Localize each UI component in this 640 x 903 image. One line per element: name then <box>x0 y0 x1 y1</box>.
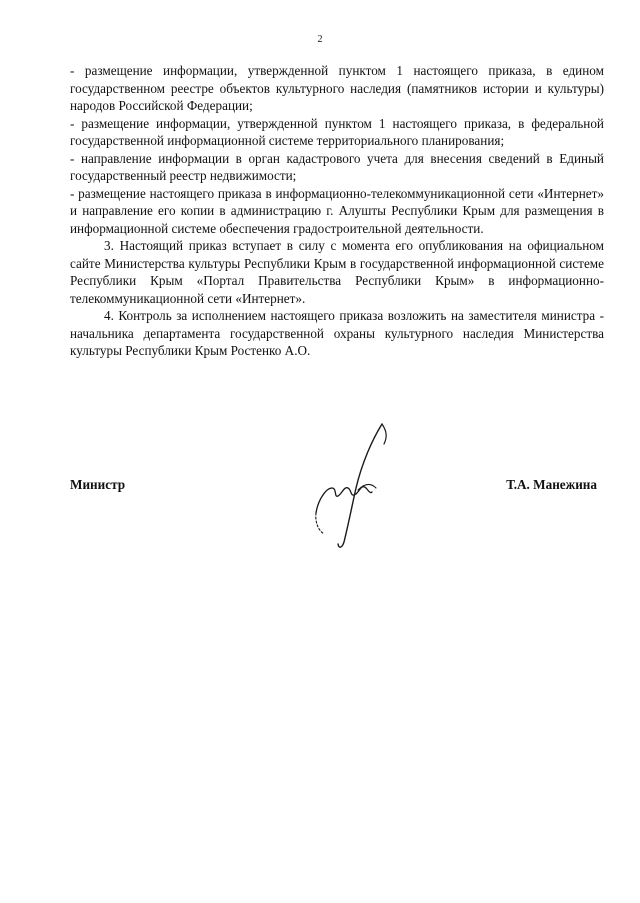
signatory-name: Т.А. Манежина <box>506 477 597 492</box>
paragraph-item-4-control: 4. Контроль за исполнением настоящего приказа возложить на заместителя министра - начальника департамента государственной охраны культурного наследия Министерства культуры Республики Крым Ростенко А.О. <box>70 308 604 358</box>
page-number: 2 <box>317 34 323 45</box>
paragraph-federal-system-placement: - размещение информации, утвержденной пунктом 1 настоящего приказа, в федеральной государственной информационной системе территориального планирования; <box>70 115 604 148</box>
paragraph-item-3-effective-date: 3. Настоящий приказ вступает в силу с момента его опубликования на официальном сайте Министерства культуры Республики Крым в государственной информационной системе Республики Крым «Портал Правительства Республики Крым» в информационно-телекоммуникационной сети «Интернет». <box>70 238 604 306</box>
paragraph-cadastral-notification: - направление информации в орган кадастрового учета для внесения сведений в Единый государственный реестр недвижимости; <box>70 150 604 183</box>
document-body <box>70 62 604 360</box>
handwritten-signature <box>312 418 396 553</box>
paragraph-register-placement: - размещение информации, утвержденной пунктом 1 настоящего приказа, в едином государственном реестре объектов культурного наследия (памятников истории и культуры) народов Российской Федерации; <box>70 63 604 113</box>
paragraph-internet-publication: - размещение настоящего приказа в информационно-телекоммуникационной сети «Интернет» и направление его копии в администрацию г. Алушты Республики Крым для размещения в информационной системе обеспечения градостроительной деятельности. <box>70 185 604 236</box>
signatory-role: Министр <box>70 477 126 492</box>
